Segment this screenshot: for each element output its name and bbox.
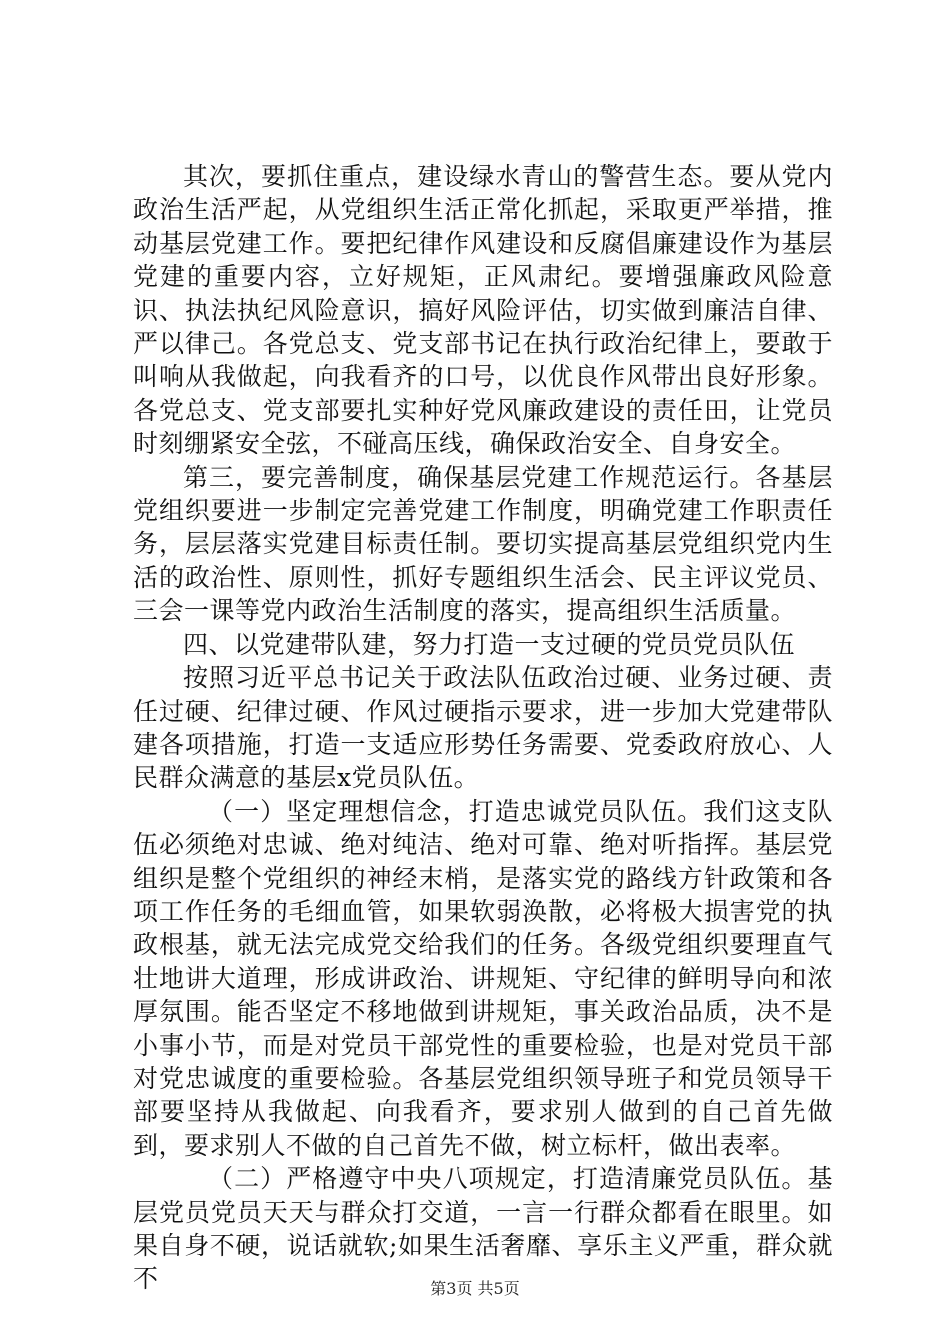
document-body — [133, 160, 833, 1296]
paragraph-requirements: 按照习近平总书记关于政法队伍政治过硬、业务过硬、责任过硬、纪律过硬、作风过硬指示要求，进一步加大党建带队建各项措施，打造一支适应形势任务需要、党委政府放心、人民群众满意的基层x党员队伍。 — [133, 663, 833, 793]
paragraph-discipline: 其次，要抓住重点，建设绿水青山的警营生态。要从党内政治生活严起，从党组织生活正常化抓起，采取更严举措，推动基层党建工作。要把纪律作风建设和反腐倡廉建设作为基层党建的重要内容，立好规矩，正风肃纪。要增强廉政风险意识、执法执纪风险意识，搞好风险评估，切实做到廉洁自律、严以律己。各党总支、党支部书记在执行政治纪律上，要敢于叫响从我做起，向我看齐的口号，以优良作风带出良好形象。各党总支、党支部要扎实种好党风廉政建设的责任田，让党员时刻绷紧安全弦，不碰高压线，确保政治安全、自身安全。 — [133, 162, 833, 459]
paragraph-loyalty: （一）坚定理想信念，打造忠诚党员队伍。我们这支队伍必须绝对忠诚、绝对纯洁、绝对可靠、绝对听指挥。基层党组织是整个党组织的神经末梢，是落实党的路线方针政策和各项工作任务的毛细血管，如果软弱涣散，必将极大损害党的执政根基，就无法完成党交给我们的任务。各级党组织要理直气壮地讲大道理，形成讲政治、讲规矩、守纪律的鲜明导向和浓厚氛围。能否坚定不移地做到讲规矩，事关政治品质，决不是小事小节，而是对党员干部党性的重要检验，也是对党员干部对党忠诚度的重要检验。各基层党组织领导班子和党员领导干部要坚持从我做起、向我看齐，要求别人做到的自己首先做到，要求别人不做的自己首先不做，树立标杆，做出表率。 — [133, 796, 833, 1160]
section-heading-four: 四、以党建带队建，努力打造一支过硬的党员党员队伍 — [183, 629, 796, 659]
paragraph-integrity: （二）严格遵守中央八项规定，打造清廉党员队伍。基层党员党员天天与群众打交道，一言一行群众都看在眼里。如果自身不硬，说话就软;如果生活奢靡、享乐主义严重，群众就不 — [133, 1164, 833, 1294]
paragraph-institutions: 第三，要完善制度，确保基层党建工作规范运行。各基层党组织要进一步制定完善党建工作制度，明确党建工作职责任务，层层落实党建目标责任制。要切实提高基层党组织党内生活的政治性、原则性，抓好专题组织生活会、民主评议党员、三会一课等党内政治生活制度的落实，提高组织生活质量。 — [133, 462, 833, 626]
page-number-footer: 第3页 共5页 — [430, 1279, 520, 1298]
